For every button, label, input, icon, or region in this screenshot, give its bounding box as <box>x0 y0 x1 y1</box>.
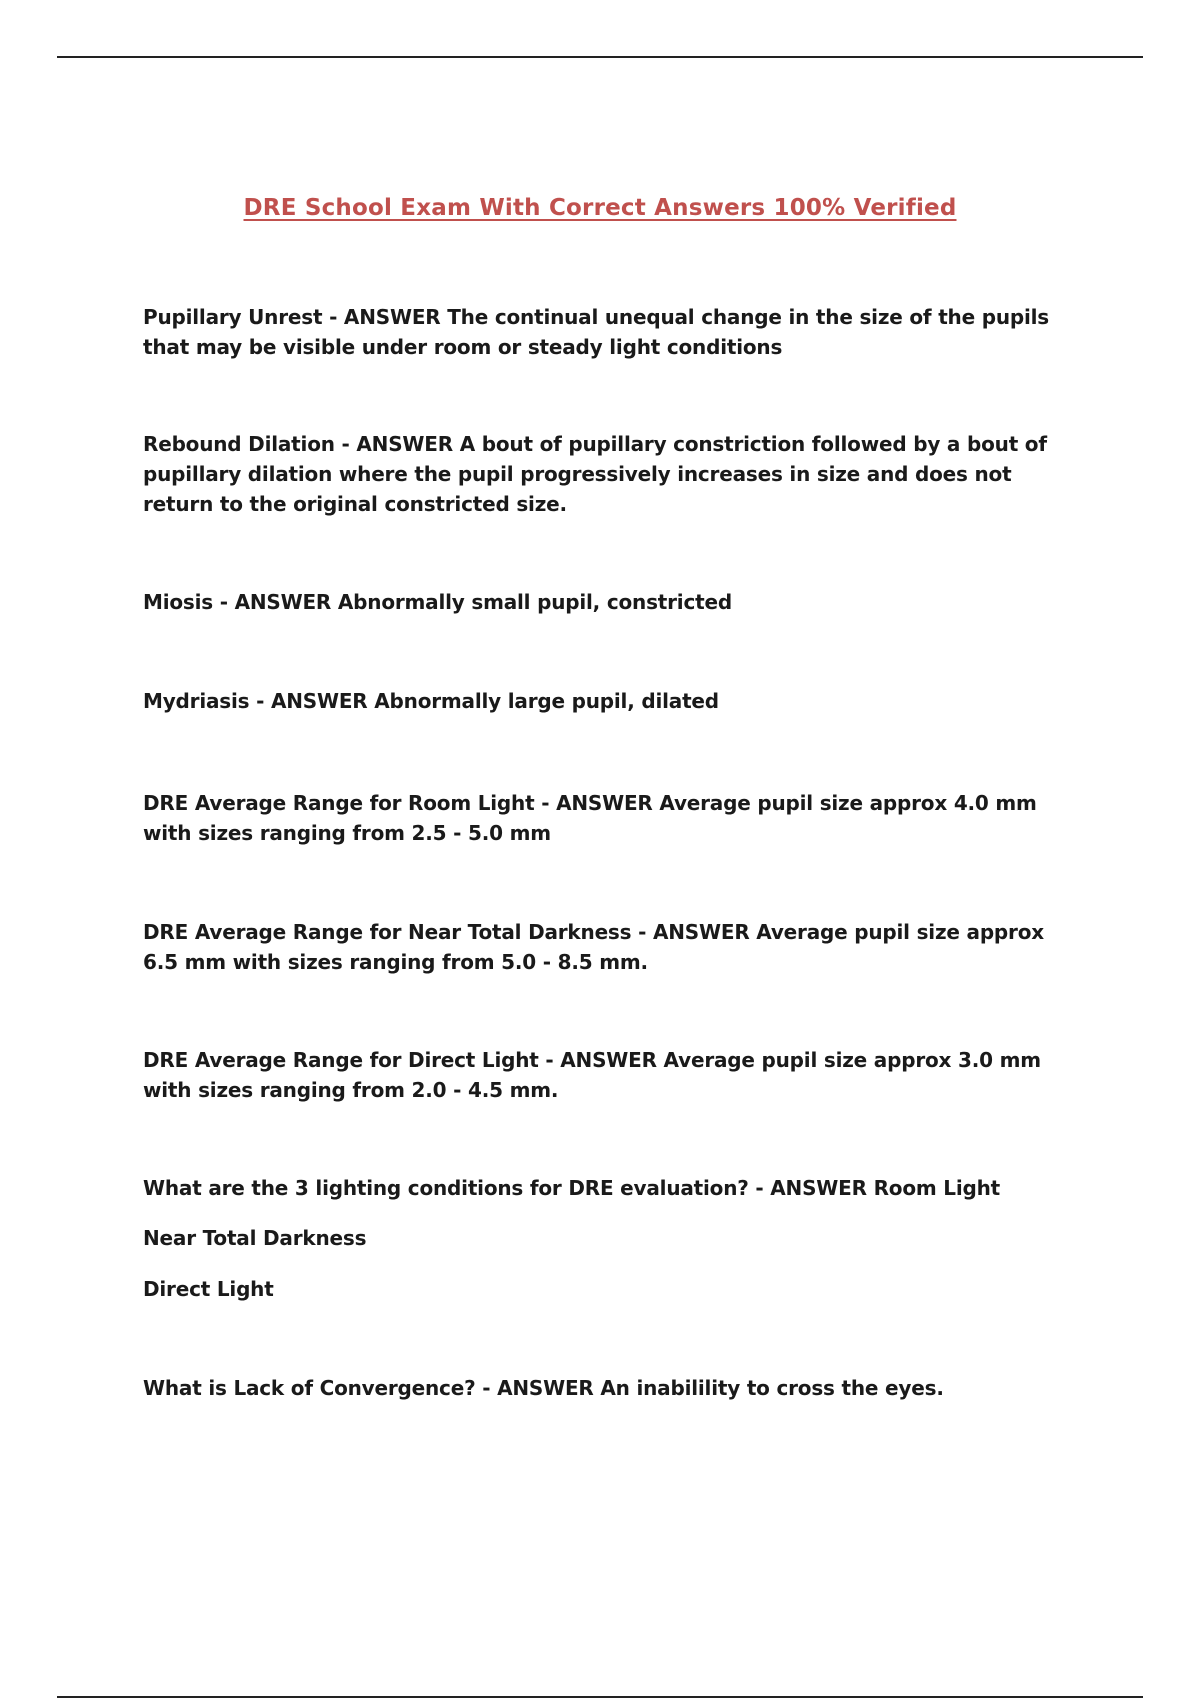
title-container <box>0 195 1200 221</box>
qa-answer-line-near-total-darkness: Near Total Darkness <box>143 1226 367 1250</box>
qa-entry-direct-light-range: DRE Average Range for Direct Light - ANSWER Average pupil size approx 3.0 mm with sizes ranging from 2.0 - 4.5 mm. <box>143 1048 1041 1102</box>
qa-entry-pupillary-unrest: Pupillary Unrest - ANSWER The continual unequal change in the size of the pupils that may be visible under room or steady light conditions <box>143 305 1050 359</box>
qa-entry-near-total-darkness-range: DRE Average Range for Near Total Darkness - ANSWER Average pupil size approx 6.5 mm with sizes ranging from 5.0 - 8.5 mm. <box>143 920 1044 974</box>
bottom-rule <box>57 1696 1143 1698</box>
qa-entry-lighting-conditions: What are the 3 lighting conditions for DRE evaluation? - ANSWER Room Light <box>143 1176 1000 1200</box>
qa-entry-rebound-dilation: Rebound Dilation - ANSWER A bout of pupillary constriction followed by a bout of pupillary dilation where the pupil progressively increases in size and does not return to the original constricted size. <box>143 432 1047 516</box>
document-title: DRE School Exam With Correct Answers 100% Verified <box>243 195 957 221</box>
qa-entry-lack-of-convergence: What is Lack of Convergence? - ANSWER An inabilility to cross the eyes. <box>143 1376 944 1400</box>
qa-entry-mydriasis: Mydriasis - ANSWER Abnormally large pupil, dilated <box>143 689 719 713</box>
top-rule <box>57 56 1143 58</box>
qa-entry-room-light-range: DRE Average Range for Room Light - ANSWER Average pupil size approx 4.0 mm with sizes ranging from 2.5 - 5.0 mm <box>143 791 1037 845</box>
qa-entry-miosis: Miosis - ANSWER Abnormally small pupil, constricted <box>143 590 732 614</box>
qa-answer-line-direct-light: Direct Light <box>143 1277 274 1301</box>
